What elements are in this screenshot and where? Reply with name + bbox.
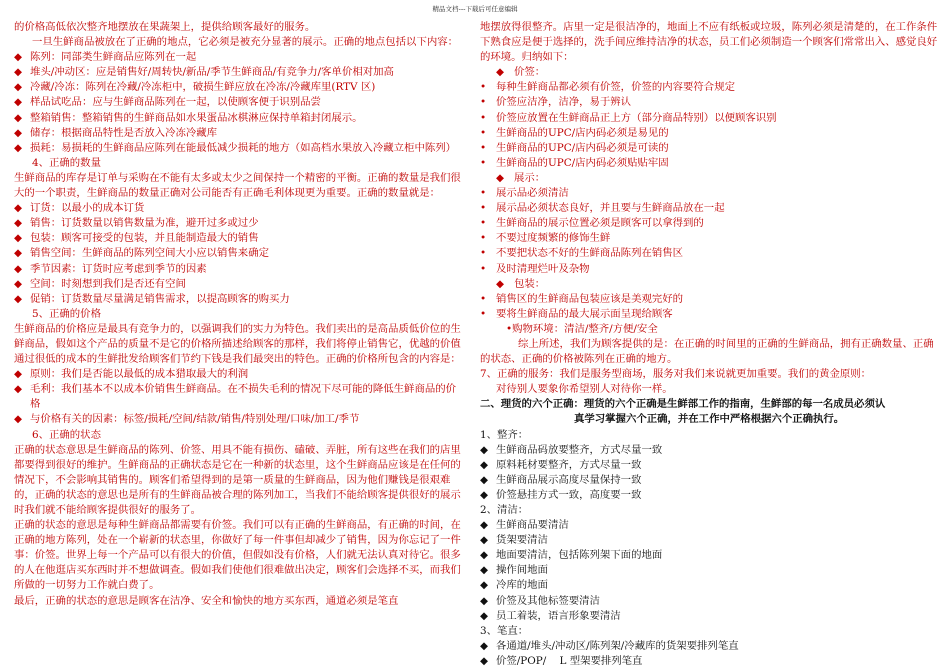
display-list (480, 186, 940, 277)
paragraph: 对待别人要象你希望别人对待你一样。 (496, 383, 673, 396)
list-item: ◆ 包装：顾客可接受的包装，并且能制造最大的销售 (14, 231, 466, 246)
list-item: ◆ 价签及其他标签要清洁 (480, 594, 940, 609)
diamond-bullet-icon: ◆ (14, 292, 22, 305)
diamond-bullet-icon: ◆ (14, 202, 22, 215)
tidy-list (480, 443, 940, 503)
subheading: 3、笔直： (480, 624, 529, 637)
list-item: ◆ 生鲜商品要清洁 (480, 518, 940, 533)
straight-list (480, 639, 940, 669)
list-item: ◆ 操作间地面 (480, 563, 940, 578)
diamond-bullet-icon: ◆ (14, 51, 22, 64)
list-item: ◆ 员工着装，语言形象要清洁 (480, 609, 940, 624)
diamond-bullet-icon: ◆ (14, 413, 22, 426)
list-item: ◆ 冷库的地面 (480, 578, 940, 593)
diamond-bullet-icon: ◆ (14, 217, 22, 230)
list-item: ◆ 各通道/堆头/冲动区/陈列架/冷藏库的货架要排列笔直 (480, 639, 940, 654)
subheading: ◆ 包装： (480, 277, 940, 292)
diamond-bullet-icon: ◆ (480, 549, 488, 562)
dot-bullet-icon: • (480, 126, 487, 139)
diamond-bullet-icon: ◆ (480, 519, 488, 532)
diamond-bullet-icon: ◆ (14, 111, 22, 124)
diamond-bullet-icon: ◆ (480, 473, 488, 486)
list-item: ◆ 原则：我们是否能以最低的成本猎取最大的利润 (14, 367, 466, 382)
paragraph: 正确的状态意思是生鲜商品的陈列、价签、用具不能有损伤、磕破、弄脏，所有这些在我们的店里都要得到很好的维护。生鲜商品的正确状态是它在一种新的状态里，这个生鲜商品应该是在任何的情况下，不会影响其销售的。顾客们希望得到的是第一质量的生鲜商品，因为他们赚钱是很艰难的，正确的状态的意思也是所有的生鲜商品被合理的陈列加工，当我们不能给顾客提供很好的展示时我们就不能给顾客提供很好的服务了。 (14, 443, 461, 516)
list-item: ◆ 与价格有关的因素：标签/损耗/空间/结款/销售/特别处理/口味/加工/季节 (14, 412, 466, 427)
dot-bullet-icon: • (480, 232, 487, 245)
list-item: ◆ 货架要清洁 (480, 533, 940, 548)
list-item: ◆ 销售：订货数量以销售数量为准，避开过多或过少 (14, 216, 466, 231)
list-item: ◆ 样品试吃品：应与生鲜商品陈列在一起，以使顾客便于识别品尝 (14, 95, 466, 110)
dot-bullet-icon: • (480, 262, 487, 275)
diamond-bullet-icon: ◆ (14, 232, 22, 245)
paragraph: 正确的状态的意思是每种生鲜商品都需要有价签。我们可以有正确的生鲜商品，有正确的时间，在正确的地方陈列，处在一个崭新的状态里，你做好了每一件事但却减少了销售，因为你忘记了一件事：价签。世界上每一个产品可以有很大的价值，但假如没有价格，人们就无法认真对待它。很多的人在他逛店买东西时并不想做调查。假如我们使他们很难做出决定，顾客们会选择不买，而我们所做的一切努力工作就白费了。 (14, 519, 461, 592)
diamond-bullet-icon: ◆ (496, 66, 504, 79)
list-item: • 生鲜商品的UPC/店内码必须贴贴牢固 (480, 156, 940, 171)
paragraph: 地摆放得很整齐。店里一定是很洁净的，地面上不应有纸板或垃圾，陈列必须是清楚的，在工作条件下熟食应是便于选择的，洗手间应维持洁净的状态，员工们必须制造一个顾客们常常出入、感觉良好的环境。归纳如下： (480, 21, 938, 64)
dot-bullet-icon: • (480, 247, 487, 260)
list-item: ◆ 原料耗材要整齐，方式尽量一致 (480, 458, 940, 473)
clean-list (480, 518, 940, 624)
list-item: • 展示品必须清洁 (480, 186, 940, 201)
diamond-bullet-icon: ◆ (480, 488, 488, 501)
diamond-bullet-icon: ◆ (14, 66, 22, 79)
dot-bullet-icon: • (480, 307, 487, 320)
price-list (14, 367, 466, 427)
section-heading: 真学习掌握六个正确，并在工作中严格根据六个正确执行。 (574, 413, 845, 426)
diamond-bullet-icon: ◆ (480, 564, 488, 577)
paragraph: 7、正确的服务：我们是服务型商场，服务对我们来说就更加重要。我们的黄金原则： (480, 368, 872, 381)
paragraph: 综上所述，我们为顾客提供的是：在正确的时间里的正确的生鲜商品，拥有正确数量、正确的状态、正确的价格被陈列在正确的地方。 (480, 337, 934, 366)
diamond-bullet-icon: ◆ (480, 594, 488, 607)
dot-bullet-icon: • (480, 202, 487, 215)
diamond-bullet-icon: ◆ (14, 383, 22, 396)
list-item: • 每种生鲜商品都必须有价签，价签的内容要符合规定 (480, 80, 940, 95)
list-item: ◆ 季节因素：订货时应考虑到季节的因素 (14, 262, 466, 277)
list-item: • 生鲜商品的UPC/店内码必须是易见的 (480, 126, 940, 141)
dot-bullet-icon: • (480, 81, 487, 94)
paragraph: 生鲜商品的价格应是最具有竞争力的，以强调我们的实力为特色。我们卖出的是高品质低价位的生鲜商品，假如这个产品的质量不是它的价格所描述给顾客的那样，我们将停止销售它，优越的价值通过很低的成本的生鲜批发给顾客们节约下钱是我们最突出的特色。正确的价格所包含的内容是： (14, 322, 461, 366)
section-heading: 5、正确的价格 (32, 307, 101, 320)
list-item: ◆ 储存：根据商品特性是否放入冷冻冷藏库 (14, 126, 466, 141)
package-list (480, 292, 940, 322)
paragraph: 一旦生鲜商品被放在了正确的地点，它必须是被充分显著的展示。正确的地点包括以下内容： (32, 36, 459, 49)
list-item: • 生鲜商品的展示位置必须是顾客可以拿得到的 (480, 216, 940, 231)
subheading: ◆ 展示： (480, 171, 940, 186)
list-item: ◆ 损耗：易损耗的生鲜商品应陈列在能最低减少损耗的地方（如高档水果放入冷藏立柜中陈列） (14, 141, 466, 156)
list-item: ◆ 价签/POP/ L 型架要排列笔直 (480, 654, 940, 669)
diamond-bullet-icon: ◆ (480, 639, 488, 652)
dot-bullet-icon: • (480, 111, 487, 124)
quantity-list (14, 201, 466, 307)
list-item: • 不要过度频繁的修饰生鲜 (480, 231, 940, 246)
dot-bullet-icon: • (480, 141, 487, 154)
section-heading: 二、理货的六个正确：理货的六个正确是生鲜部工作的指南，生鲜部的每一名成员必须认 (480, 398, 886, 411)
list-item: ◆ 冷藏/冷冻：陈列在冷藏/冷冻柜中，破损生鲜应放在冷冻/冷藏库里(RTV 区) (14, 80, 466, 95)
dot-bullet-icon: • (480, 292, 487, 305)
diamond-bullet-icon: ◆ (496, 171, 504, 184)
list-item: • 及时清理烂叶及杂物 (480, 262, 940, 277)
list-item: ◆ 促销：订货数量尽量满足销售需求，以提高顾客的购买力 (14, 292, 466, 307)
section-heading: 4、正确的数量 (32, 156, 101, 169)
list-item: •购物环境：清洁/整齐/方便/安全 (506, 322, 658, 335)
diamond-bullet-icon: ◆ (480, 443, 488, 456)
list-item: ◆ 生鲜商品展示高度尽量保持一致 (480, 473, 940, 488)
subheading: 1、整齐： (480, 428, 529, 441)
list-item: • 销售区的生鲜商品包装应该是美观完好的 (480, 292, 940, 307)
subheading: 2、清洁： (480, 504, 529, 516)
diamond-bullet-icon: ◆ (14, 81, 22, 94)
diamond-bullet-icon: ◆ (14, 141, 22, 154)
left-column (14, 20, 466, 609)
list-item: • 价签应洁净，洁净，易于辨认 (480, 95, 940, 110)
list-item: ◆ 空间：时刻想到我们是否还有空间 (14, 277, 466, 292)
page-header: 精品文档---下载后可任意编辑 (432, 5, 518, 13)
list-item: ◆ 地面要清洁，包括陈列架下面的地面 (480, 548, 940, 563)
list-item: ◆ 生鲜商品码放要整齐，方式尽量一致 (480, 443, 940, 458)
section-heading: 6、正确的状态 (32, 428, 101, 441)
subheading: ◆ 价签： (480, 65, 940, 80)
list-item: • 生鲜商品的UPC/店内码必须是可读的 (480, 141, 940, 156)
list-item: ◆ 销售空间：生鲜商品的陈列空间大小应以销售来确定 (14, 246, 466, 261)
paragraph: 生鲜商品的库存是订单与采购在不能有太多或太少之间保持一个精密的平衡。正确的数量是我们很大的一个职责，生鲜商品的数量正确对公司能否有正确毛利体现更为重要。正确的数量就是： (14, 171, 461, 200)
list-item: ◆ 订货：以最小的成本订货 (14, 201, 466, 216)
list-item: • 价签应放置在生鲜商品正上方（部分商品特别）以便顾客识别 (480, 111, 940, 126)
list-item: • 展示品必须状态良好，并且要与生鲜商品放在一起 (480, 201, 940, 216)
diamond-bullet-icon: ◆ (14, 96, 22, 109)
diamond-bullet-icon: ◆ (480, 654, 488, 667)
diamond-bullet-icon: ◆ (14, 247, 22, 260)
diamond-bullet-icon: ◆ (480, 458, 488, 471)
diamond-bullet-icon: ◆ (14, 126, 22, 139)
diamond-bullet-icon: ◆ (480, 609, 488, 622)
paragraph: 最后，正确的状态的意思是顾客在洁净、安全和愉快的地方买东西，通道必须是笔直 (14, 594, 399, 607)
right-column (480, 20, 940, 669)
list-item: ◆ 价签悬挂方式一致，高度要一致 (480, 488, 940, 503)
list-item: ◆ 毛利：我们基本不以成本价销售生鲜商品。在不损失毛利的情况下尽可能的降低生鲜商品的价格 (14, 383, 457, 411)
diamond-bullet-icon: ◆ (14, 368, 22, 381)
price-tag-list (480, 80, 940, 171)
dot-bullet-icon: • (480, 96, 487, 109)
diamond-bullet-icon: ◆ (14, 277, 22, 290)
list-item: ◆ 陈列：同部类生鲜商品应陈列在一起 (14, 50, 466, 65)
place-list (14, 50, 466, 156)
diamond-bullet-icon: ◆ (480, 579, 488, 592)
paragraph: 的价格高低依次整齐地摆放在果蔬架上，提供给顾客最好的服务。 (14, 21, 316, 33)
dot-bullet-icon: • (480, 187, 487, 200)
diamond-bullet-icon: ◆ (14, 262, 22, 275)
list-item: ◆ 堆头/冲动区：应是销售好/周转快/新品/季节生鲜商品/有竞争力/客单价相对加高 (14, 65, 466, 80)
diamond-bullet-icon: ◆ (480, 534, 488, 547)
diamond-bullet-icon: ◆ (496, 277, 504, 290)
list-item: • 要将生鲜商品的最大展示面呈现给顾客 (480, 307, 940, 322)
list-item: • 不要把状态不好的生鲜商品陈列在销售区 (480, 246, 940, 261)
dot-bullet-icon: • (480, 156, 487, 169)
list-item: ◆ 整箱销售：整箱销售的生鲜商品如水果蛋品冰棋淋应保持单箱封闭展示。 (14, 111, 466, 126)
dot-bullet-icon: • (480, 217, 487, 230)
